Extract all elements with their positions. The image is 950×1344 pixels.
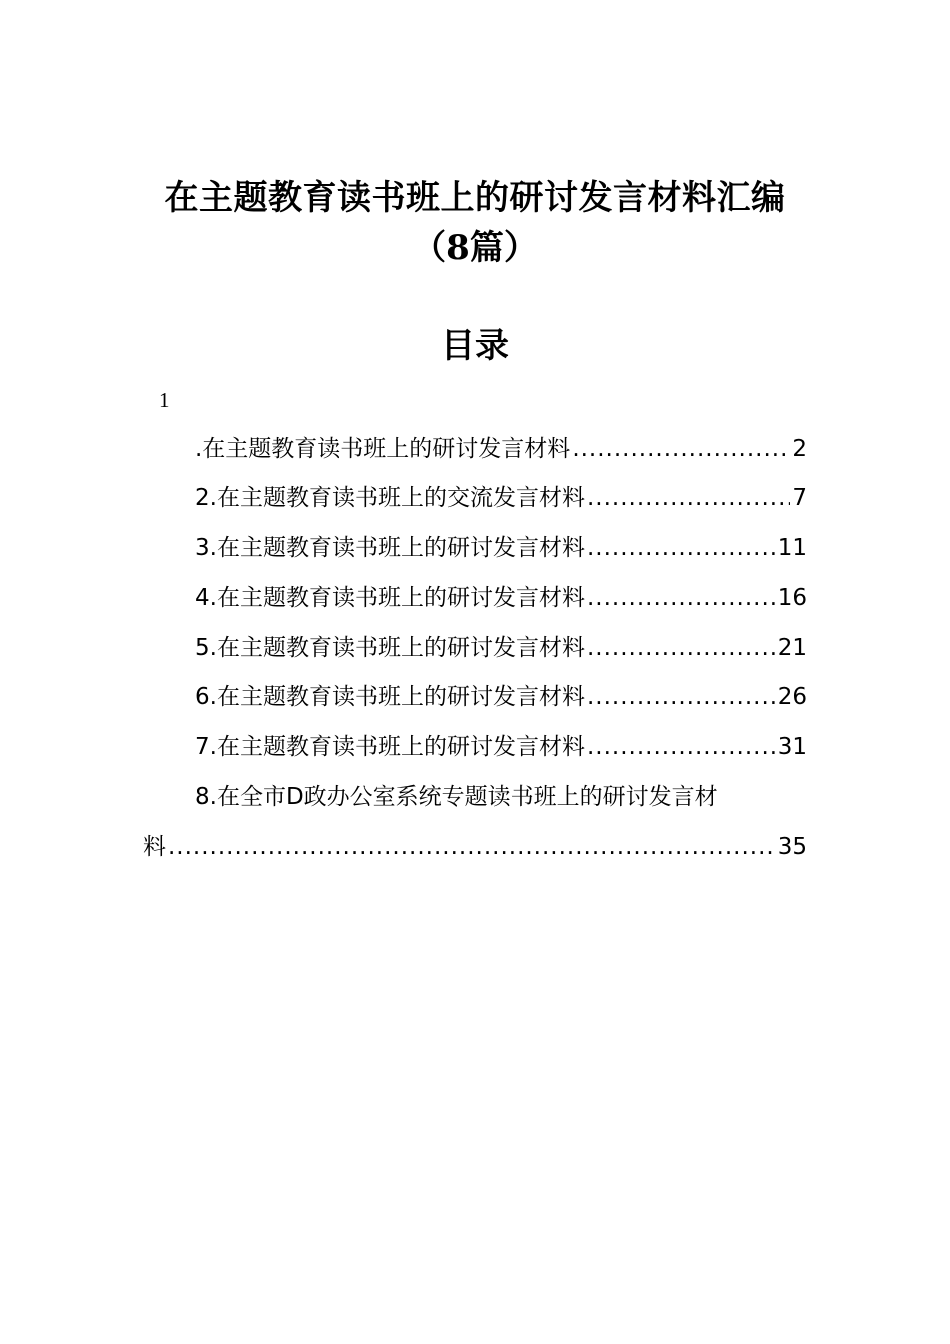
toc-entry-5[interactable]: [195, 632, 807, 664]
toc-heading: 目录: [441, 326, 509, 366]
toc-entry-page: 16: [777, 585, 807, 611]
toc-entry-label: 料: [143, 834, 166, 860]
toc-entry-2[interactable]: [195, 482, 807, 514]
toc-leader: [587, 632, 776, 664]
toc-leader: [572, 433, 790, 465]
toc-entry-label: .在主题教育读书班上的研讨发言材料: [195, 436, 571, 462]
toc-entry-6[interactable]: [195, 681, 807, 713]
toc-entry-page: 21: [777, 635, 807, 661]
toc-leader: [587, 532, 776, 564]
toc-entry-page: 7: [792, 485, 807, 511]
toc-entry-label: 3.在主题教育读书班上的研讨发言材料: [195, 535, 585, 561]
toc-entry-label: 4.在主题教育读书班上的研讨发言材料: [195, 585, 585, 611]
toc-entry-label: 2.在主题教育读书班上的交流发言材料: [195, 485, 585, 511]
toc-entry-label: 7.在主题教育读书班上的研讨发言材料: [195, 734, 585, 760]
toc-entry-page: 2: [792, 436, 807, 462]
toc-entry-page: 35: [777, 834, 807, 860]
toc-entry-label: 6.在主题教育读书班上的研讨发言材料: [195, 684, 585, 710]
toc-entry-8[interactable]: [143, 831, 807, 863]
toc-entry-1[interactable]: [195, 433, 807, 465]
toc-entry-page: 26: [777, 684, 807, 710]
stray-number: 1: [159, 388, 170, 412]
document-title: 在主题教育读书班上的研讨发言材料汇编: [164, 178, 786, 218]
toc-entry-page: 31: [777, 734, 807, 760]
toc-entry-7[interactable]: [195, 731, 807, 763]
toc-entry-3[interactable]: [195, 532, 807, 564]
document-subtitle: （8篇）: [412, 228, 538, 268]
toc-leader: [587, 482, 790, 514]
toc-leader: [587, 681, 776, 713]
toc-leader: [168, 831, 776, 863]
toc-entry-4[interactable]: [195, 582, 807, 614]
toc-leader: [587, 582, 776, 614]
toc-leader: [587, 731, 776, 763]
toc-entry-8-label-line1[interactable]: 8.在全市D政办公室系统专题读书班上的研讨发言材: [195, 784, 718, 810]
toc-entry-label: 5.在主题教育读书班上的研讨发言材料: [195, 635, 585, 661]
toc-entry-page: 11: [777, 535, 807, 561]
